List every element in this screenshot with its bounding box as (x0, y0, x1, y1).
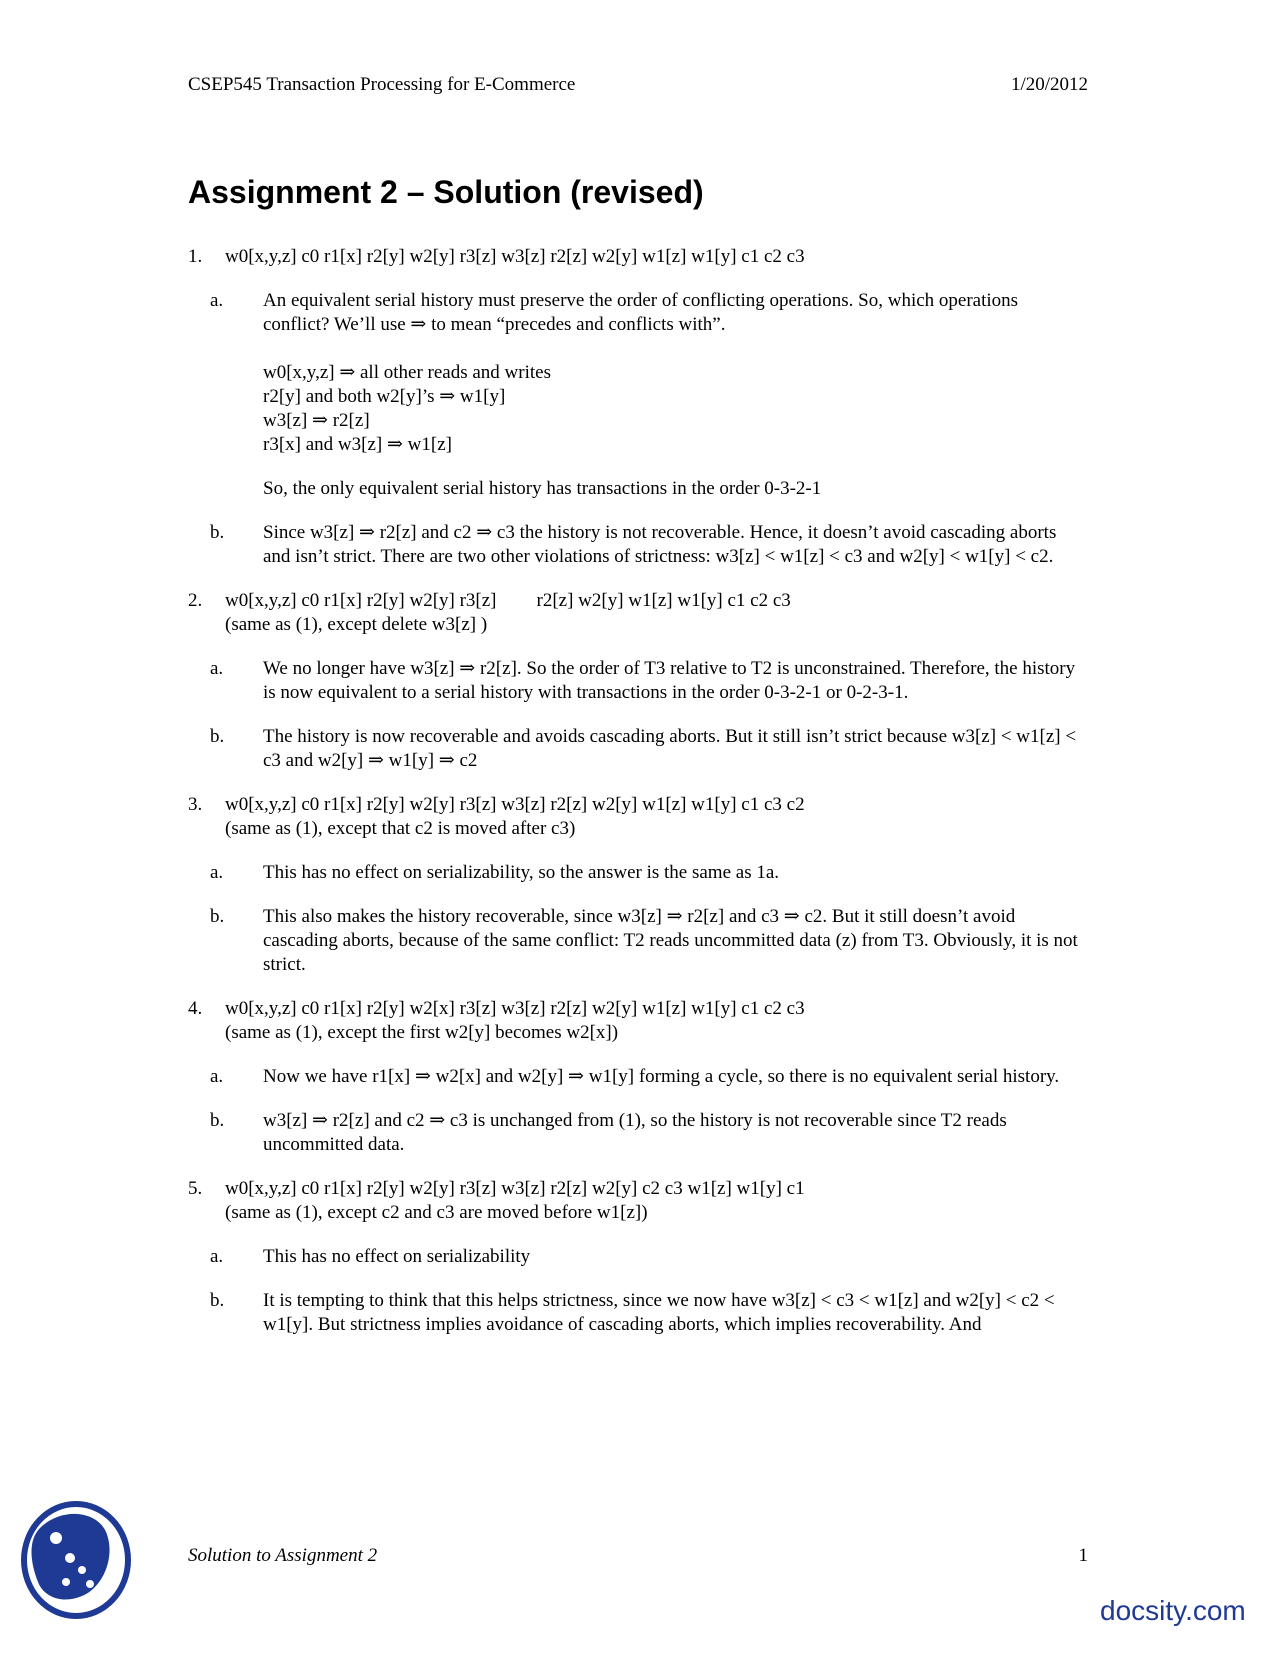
part-text: This also makes the history recoverable, since w3[z] ⇒ r2[z] and c3 ⇒ c2. But it still doesn’t avoid cascading aborts, because of the same conflict: T2 reads uncommitted data (z) from T3. Obviously, it is not strict. (263, 906, 1078, 975)
problem-number: 4. (188, 998, 203, 1019)
page-title: Assignment 2 – Solution (revised) (188, 174, 704, 210)
history-part-2: r2[z] w2[y] w1[z] w1[y] c1 c2 c3 (536, 590, 791, 611)
part-label: b. (210, 726, 225, 747)
docsity-logo-icon[interactable] (20, 1500, 132, 1620)
problem-2-part-b (188, 725, 1088, 773)
problem-5-part-b (188, 1289, 1088, 1337)
page-number: 1 (1078, 1545, 1088, 1566)
brand-link[interactable]: docsity.com (1100, 1595, 1246, 1626)
history-part-1: w0[x,y,z] c0 r1[x] r2[y] w2[y] r3[z] (225, 590, 497, 611)
part-text: w3[z] ⇒ r2[z] and c2 ⇒ c3 is unchanged from (1), so the history is not recoverable since T2 reads uncommitted data. (263, 1110, 1007, 1155)
part-label: b. (210, 1110, 225, 1131)
part-text: It is tempting to think that this helps strictness, since we now have w3[z] < c3 < w1[z] and w2[y] < c2 < w1[y]. But strictness implies avoidance of cascading aborts, which implies recoverability. And (263, 1290, 1055, 1335)
problem-1-part-a (188, 289, 1088, 501)
header-date: 1/20/2012 (1010, 74, 1088, 95)
part-label: a. (210, 1246, 224, 1267)
problem-number: 1. (188, 246, 203, 267)
footer-label: Solution to Assignment 2 (188, 1545, 378, 1566)
part-label: b. (210, 1290, 225, 1311)
part-text: This has no effect on serializability, so the answer is the same as 1a. (263, 862, 780, 883)
problem-note: (same as (1), except that c2 is moved after c3) (225, 818, 576, 839)
document-body (188, 245, 1088, 1337)
problem-history: w0[x,y,z] c0 r1[x] r2[y] w2[x] r3[z] w3[z] r2[z] w2[y] w1[z] w1[y] c1 c2 c3 (225, 998, 805, 1019)
problem-history: w0[x,y,z] c0 r1[x] r2[y] w2[y] r3[z] w3[z] r2[z] w2[y] w1[z] w1[y] c1 c2 c3 (225, 246, 805, 267)
part-conclusion: So, the only equivalent serial history has transactions in the order 0-3-2-1 (263, 478, 822, 499)
part-label: a. (210, 1066, 224, 1087)
problem-1-part-b (188, 521, 1088, 569)
problem-number: 5. (188, 1178, 203, 1199)
problem-history (225, 589, 1088, 613)
part-text: We no longer have w3[z] ⇒ r2[z]. So the order of T3 relative to T2 is unconstrained. Therefore, the history is now equivalent to a serial history with transactions in the order 0-3-2-1 or 0-2-3-1. (263, 658, 1076, 703)
part-label: a. (210, 862, 224, 883)
part-label: b. (210, 522, 225, 543)
conflict-item: w0[x,y,z] ⇒ all other reads and writes (263, 362, 551, 383)
problem-2-part-a (188, 657, 1088, 705)
part-text: An equivalent serial history must preserve the order of conflicting operations. So, which operations conflict? We’ll use ⇒ to mean “precedes and conflicts with”. (263, 290, 1019, 335)
part-label: b. (210, 906, 225, 927)
problem-4-part-a (188, 1065, 1088, 1089)
conflict-list (263, 361, 1088, 457)
problem-history: w0[x,y,z] c0 r1[x] r2[y] w2[y] r3[z] w3[z] r2[z] w2[y] w1[z] w1[y] c1 c3 c2 (225, 794, 805, 815)
part-text: This has no effect on serializability (263, 1246, 531, 1267)
problem-4 (188, 997, 1088, 1021)
part-label: a. (210, 658, 224, 679)
problem-number: 3. (188, 794, 203, 815)
problem-3-part-a (188, 861, 1088, 885)
header-course: CSEP545 Transaction Processing for E-Commerce (188, 74, 576, 95)
problem-number: 2. (188, 590, 203, 611)
problem-5-part-a (188, 1245, 1088, 1269)
conflict-item: r2[y] and both w2[y]’s ⇒ w1[y] (263, 386, 506, 407)
problem-history: w0[x,y,z] c0 r1[x] r2[y] w2[y] r3[z] w3[z] r2[z] w2[y] c2 c3 w1[z] w1[y] c1 (225, 1178, 805, 1199)
conflict-item: w3[z] ⇒ r2[z] (263, 410, 370, 431)
problem-3-part-b (188, 905, 1088, 977)
part-text: Now we have r1[x] ⇒ w2[x] and w2[y] ⇒ w1[y] forming a cycle, so there is no equivalent serial history. (263, 1066, 1060, 1087)
problem-3 (188, 793, 1088, 817)
problem-1 (188, 245, 1088, 269)
problem-note: (same as (1), except c2 and c3 are moved before w1[z]) (225, 1202, 648, 1223)
part-text: The history is now recoverable and avoids cascading aborts. But it still isn’t strict because w3[z] < w1[z] < c3 and w2[y] ⇒ w1[y] ⇒ c2 (263, 726, 1077, 771)
problem-note: (same as (1), except delete w3[z] ) (225, 614, 488, 635)
problem-4-part-b (188, 1109, 1088, 1157)
part-text: Since w3[z] ⇒ r2[z] and c2 ⇒ c3 the history is not recoverable. Hence, it doesn’t avoid cascading aborts and isn’t strict. There are two other violations of strictness: w3[z] < w1[z] < c3 and w2[y] < w1[y] < c2. (263, 522, 1057, 567)
problem-5 (188, 1177, 1088, 1201)
problem-note: (same as (1), except the first w2[y] becomes w2[x]) (225, 1022, 619, 1043)
conflict-item: r3[x] and w3[z] ⇒ w1[z] (263, 434, 452, 455)
problem-2 (188, 589, 1088, 613)
part-label: a. (210, 290, 224, 311)
